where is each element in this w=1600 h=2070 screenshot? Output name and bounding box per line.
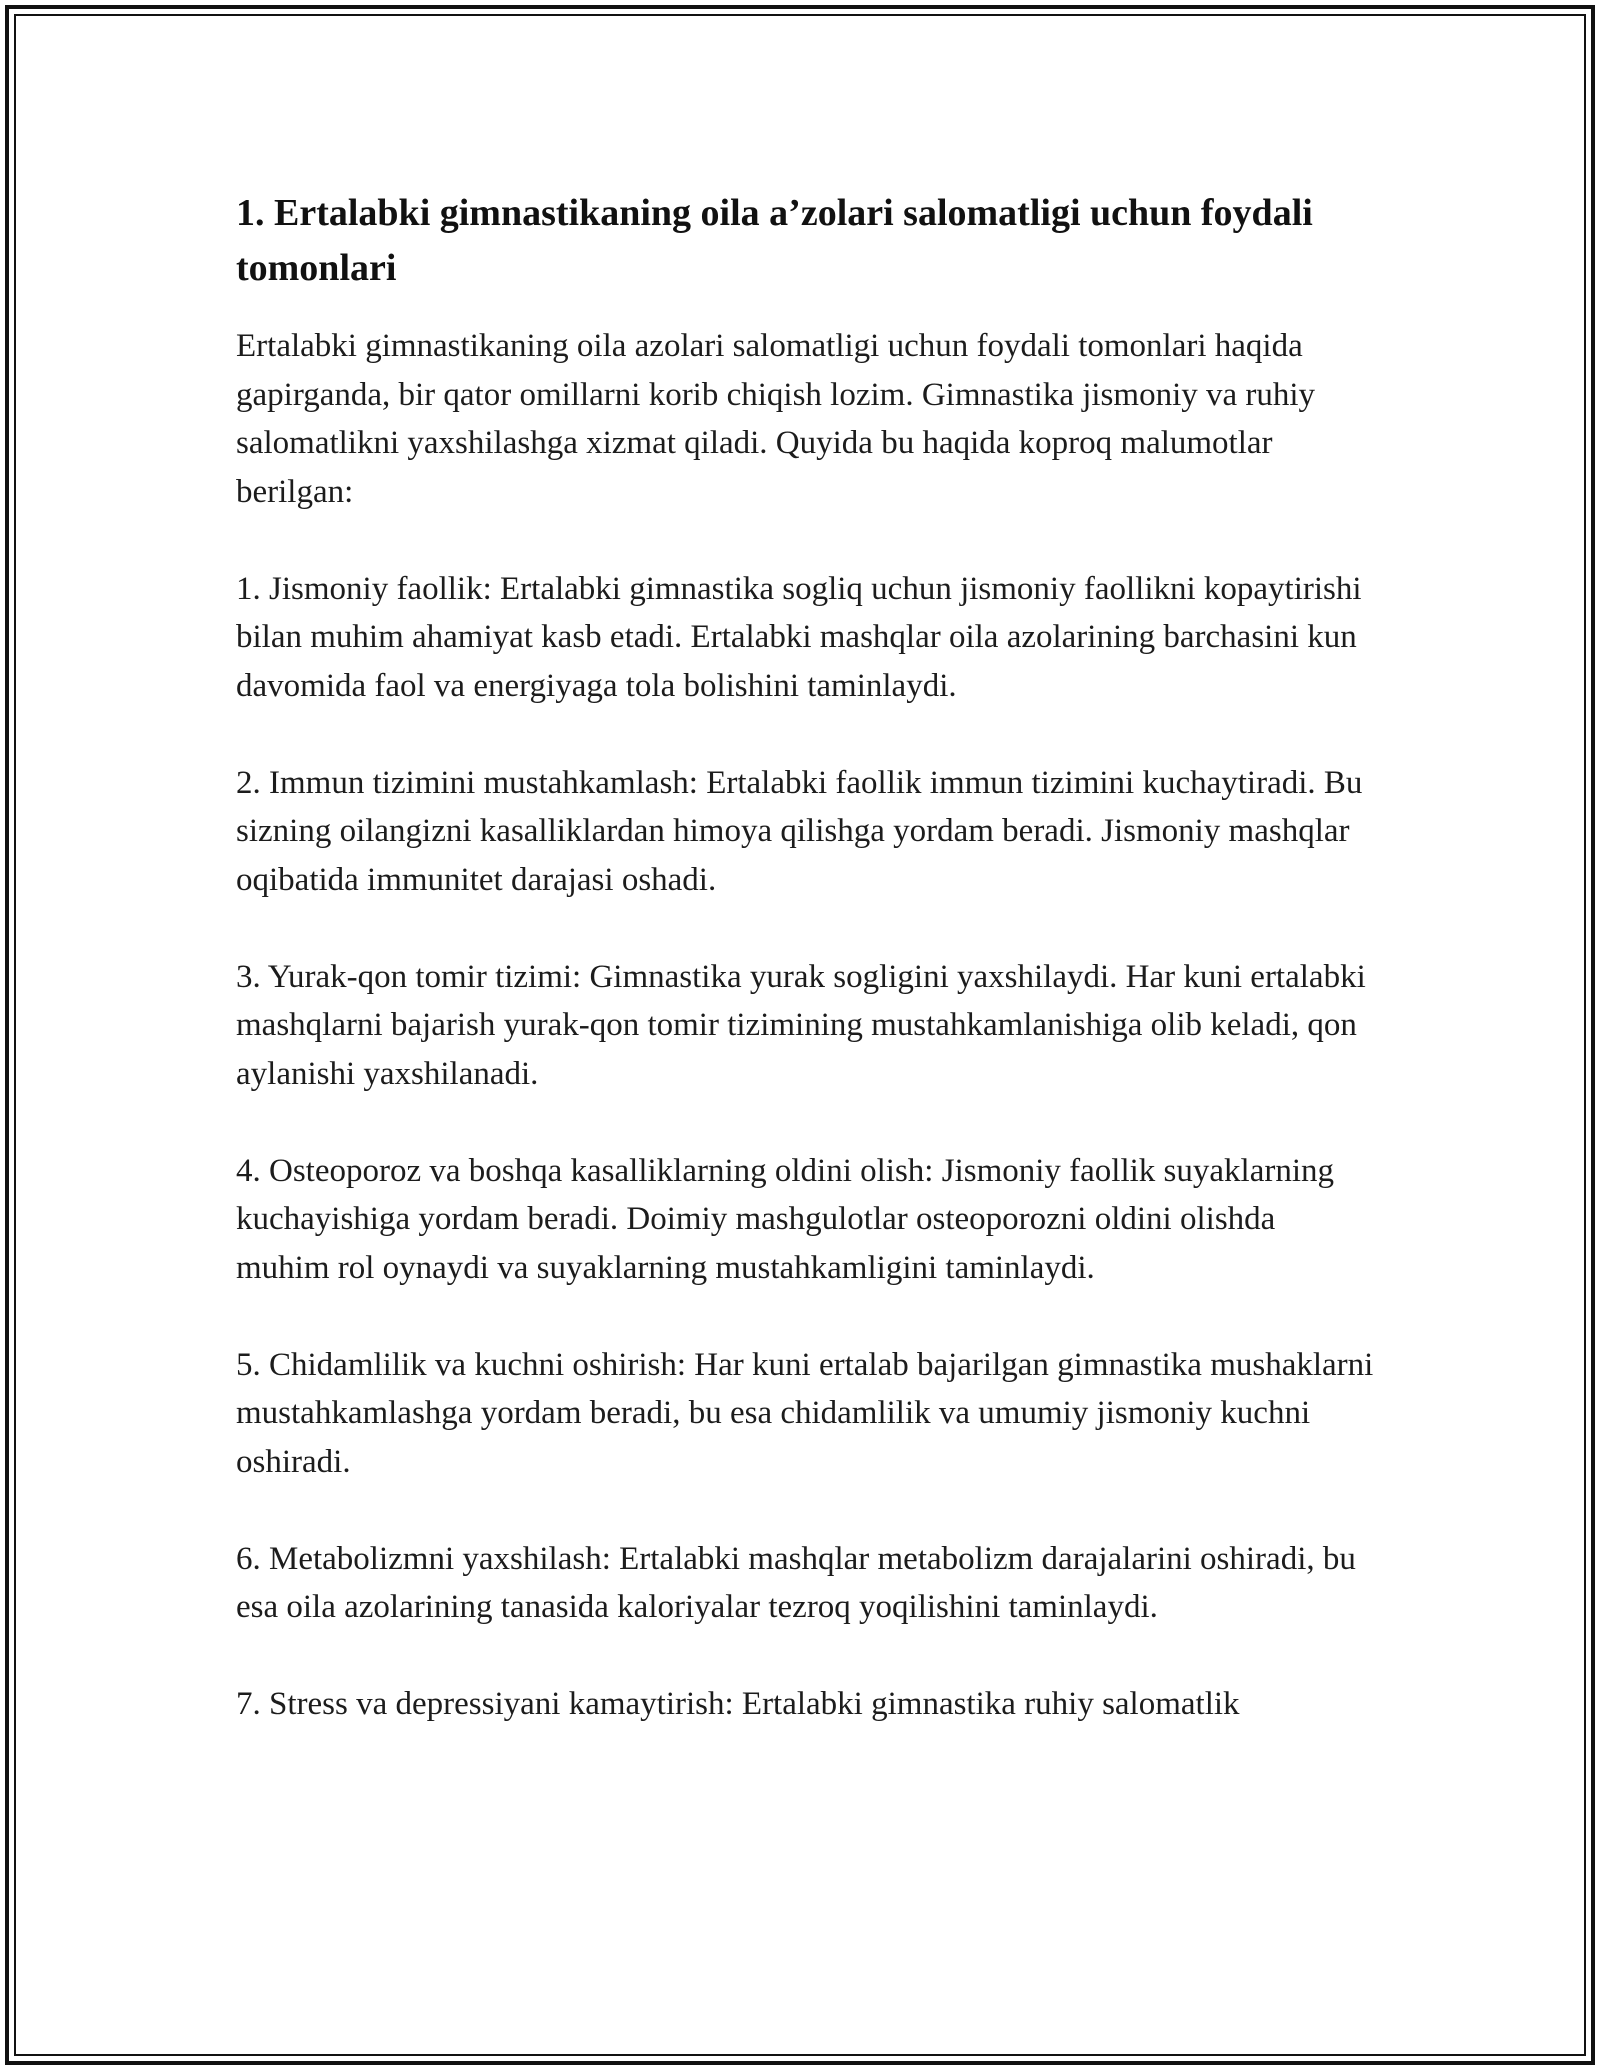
section-heading: 1. Ertalabki gimnastikaning oila a’zolari salomatligi uchun foydali tomonlari — [236, 192, 1313, 289]
list-item-immune-system: 2. Immun tizimini mustahkamlash: Ertalabki faollik immun tizimini kuchaytiradi. Bu sizning oilangizni kasalliklardan himoya qilishga yordam beradi. Jismoniy mashqlar oqibatida immunitet darajasi oshadi. — [236, 764, 1363, 898]
list-item-osteoporosis: 4. Osteoporoz va boshqa kasalliklarning oldini olish: Jismoniy faollik suyaklarning kuchayishiga yordam beradi. Doimiy mashgulotlar osteoporozni oldini olishda muhim rol oynaydi va suyaklarning mustahkamligini taminlaydi. — [236, 1152, 1335, 1286]
list-item-metabolism: 6. Metabolizmni yaxshilash: Ertalabki mashqlar metabolizm darajalarini oshiradi, bu esa oila azolarining tanasida kaloriyalar tezroq yoqilishini taminlaydi. — [236, 1540, 1356, 1625]
list-item-cardiovascular: 3. Yurak-qon tomir tizimi: Gimnastika yurak sogligini yaxshilaydi. Har kuni ertalabki mashqlarni bajarish yurak-qon tomir tizimining mustahkamlanishiga olib keladi, qon aylanishi yaxshilanadi. — [236, 958, 1366, 1092]
list-item-stress: 7. Stress va depressiyani kamaytirish: Ertalabki gimnastika ruhiy salomatlik — [236, 1686, 1240, 1722]
list-item-endurance: 5. Chidamlilik va kuchni oshirish: Har kuni ertalab bajarilgan gimnastika mushaklarni mustahkamlashga yordam beradi, bu esa chidamlilik va umumiy jismoniy kuchni oshiradi. — [236, 1346, 1374, 1480]
document-page — [236, 186, 1376, 1777]
list-item-physical-activity: 1. Jismoniy faollik: Ertalabki gimnastika sogliq uchun jismoniy faollikni kopaytirishi bilan muhim ahamiyat kasb etadi. Ertalabki mashqlar oila azolarining barchasini kun davomida faol va energiyaga tola bolishini taminlaydi. — [236, 570, 1362, 704]
intro-paragraph: Ertalabki gimnastikaning oila azolari salomatligi uchun foydali tomonlari haqida gapirganda, bir qator omillarni korib chiqish lozim. Gimnastika jismoniy va ruhiy salomatlikni yaxshilashga xizmat qiladi. Quyida bu haqida koproq malumotlar berilgan: — [236, 328, 1316, 510]
